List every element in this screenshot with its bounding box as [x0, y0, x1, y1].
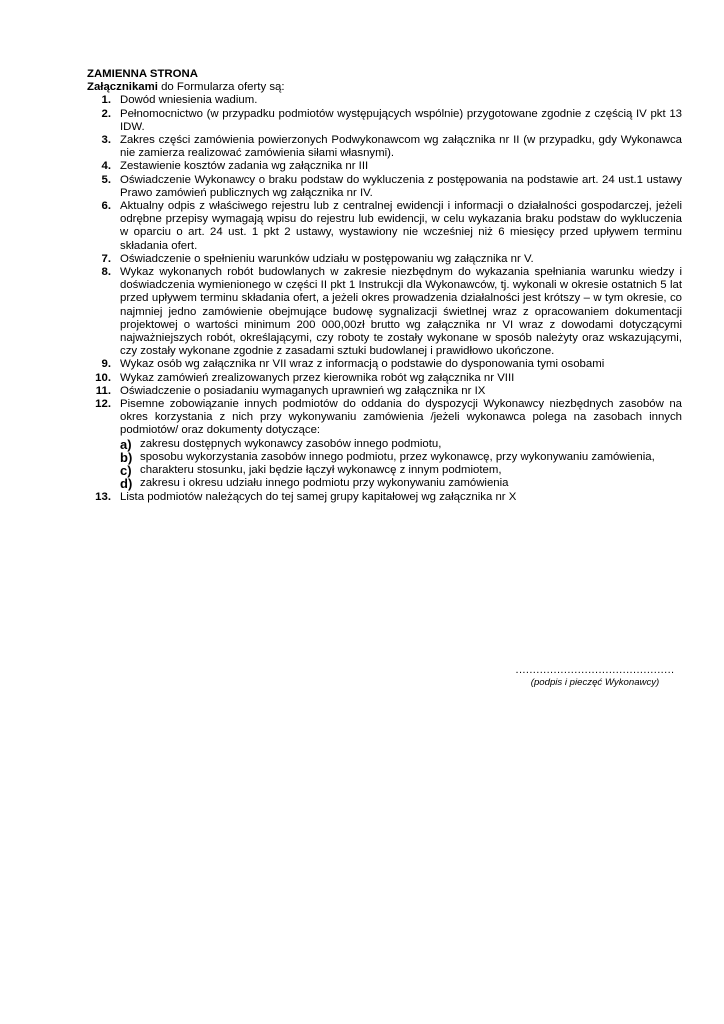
sub-item-letter: b)	[120, 449, 133, 465]
sub-item-text: sposobu wykorzystania zasobów innego podmiotu, przez wykonawcę, przy wykonywaniu zamówienia,	[140, 450, 655, 463]
list-item-1	[87, 94, 682, 107]
intro-bold: Załącznikami	[87, 81, 158, 94]
signature-caption: (podpis i pieczęć Wykonawcy)	[530, 677, 660, 689]
item-text: Lista podmiotów należących do tej samej grupy kapitałowej wg załącznika nr X	[120, 490, 517, 503]
signature-block	[510, 664, 680, 689]
item-number: 10.	[95, 371, 111, 384]
item-text: Wykaz wykonanych robót budowlanych w zakresie niezbędnym do wykazania spełniania warunku wiedzy i doświadczenia wymienionego w części II pkt 1 Instrukcji dla Wykonawców, tj. wykonali w okresie ostatnich 5 lat przed upływem terminu składania ofert, a jeżeli okres prowadzenia działalności jest krótszy – w tym okresie, co najmniej jedno zamówienie obejmujące budowę sygnalizacji świetlnej wraz z opracowaniem dokumentacji projektowej o wartości minimum 200 000,00zł brutto wg załącznika nr VI wraz z dowodami dotyczącymi najważniejszych robót, określającymi, czy roboty te zostały wykonane w sposób należyty oraz wskazującymi, czy zostały wykonane zgodnie z zasadami sztuki budowlanej i prawidłowo ukończone.	[120, 266, 682, 358]
list-item-6	[87, 200, 682, 253]
item-number: 6.	[101, 200, 111, 213]
item-text: Pełnomocnictwo (w przypadku podmiotów występujących wspólnie) przygotowane zgodnie z częścią IV pkt 13 IDW.	[120, 107, 682, 133]
list-item-13	[87, 491, 682, 504]
item-number: 2.	[101, 107, 111, 120]
sub-item-b	[120, 451, 682, 464]
sub-item-letter: c)	[120, 463, 132, 479]
item-text: Wykaz osób wg załącznika nr VII wraz z informacją o podstawie do dysponowania tymi osobami	[120, 358, 605, 371]
item-number: 13.	[95, 490, 111, 503]
item-text: Oświadczenie o spełnieniu warunków udziału w postępowaniu wg załącznika nr V.	[120, 252, 534, 265]
list-item-7	[87, 253, 682, 266]
list-item-8	[87, 266, 682, 358]
document-body	[87, 68, 682, 504]
item-number: 7.	[101, 252, 111, 265]
item-text: Wykaz zamówień zrealizowanych przez kierownika robót wg załącznika nr VIII	[120, 371, 515, 384]
list-item-10	[87, 372, 682, 385]
item-number: 12.	[95, 398, 111, 411]
sub-item-text: zakresu dostępnych wykonawcy zasobów innego podmiotu,	[140, 437, 442, 450]
sub-item-c	[120, 464, 682, 477]
sub-item-letter: a)	[120, 436, 132, 452]
intro-text: do Formularza oferty są:	[157, 81, 285, 94]
item-number: 3.	[101, 134, 111, 147]
item-number: 11.	[95, 384, 111, 397]
item-text: Oświadczenie Wykonawcy o braku podstaw do wykluczenia z postępowania na podstawie art. 24 ust.1 ustawy Prawo zamówień publicznych wg załącznika nr IV.	[120, 173, 682, 199]
sub-item-text: zakresu i okresu udziału innego podmiotu przy wykonywaniu zamówienia	[140, 477, 509, 490]
list-item-2	[87, 108, 682, 134]
sub-list	[120, 438, 682, 491]
item-number: 1.	[101, 94, 111, 107]
sub-item-d	[120, 477, 682, 490]
sub-item-text: charakteru stosunku, jaki będzie łączył wykonawcę z innym podmiotem,	[140, 464, 502, 477]
sub-item-a	[120, 438, 682, 451]
item-text: Zestawienie kosztów zadania wg załącznika nr III	[120, 160, 369, 173]
item-text: Zakres części zamówienia powierzonych Podwykonawcom wg załącznika nr II (w przypadku, gdy Wykonawca nie zamierza realizować zamówienia siłami własnymi).	[120, 134, 682, 160]
list-item-12	[87, 398, 682, 490]
list-item-11	[87, 385, 682, 398]
item-text: Pisemne zobowiązanie innych podmiotów do oddania do dyspozycji Wykonawcy niezbędnych zasobów na okres korzystania z nich przy wykonywaniu zamówienia /jeżeli wykonawca polega na zasobach innych podmiotów/ oraz dokumenty dotyczące:	[120, 398, 682, 437]
list-item-3	[87, 134, 682, 160]
item-number: 4.	[101, 160, 111, 173]
attachments-list	[87, 94, 682, 503]
item-number: 8.	[101, 266, 111, 279]
item-text: Aktualny odpis z właściwego rejestru lub z centralnej ewidencji i informacji o działalności gospodarczej, jeżeli odrębne przepisy wymagają wpisu do rejestru lub ewidencji, w celu wykazania braku podstaw do wykluczenia w oparciu o art. 24 ust. 1 pkt 2 ustawy, wystawiony nie wcześniej niż 6 miesięcy przed upływem terminu składania ofert.	[120, 200, 682, 252]
signature-line: ..............................................	[515, 664, 675, 676]
item-number: 5.	[101, 173, 111, 186]
item-text: Dowód wniesienia wadium.	[120, 94, 258, 107]
item-text: Oświadczenie o posiadaniu wymaganych uprawnień wg załącznika nr IX	[120, 384, 486, 397]
list-item-4	[87, 160, 682, 173]
list-item-9	[87, 358, 682, 371]
list-item-5	[87, 174, 682, 200]
page-title: ZAMIENNA STRONA	[87, 68, 198, 80]
sub-item-letter: d)	[120, 476, 133, 492]
intro-line	[87, 81, 682, 94]
item-number: 9.	[101, 358, 111, 371]
